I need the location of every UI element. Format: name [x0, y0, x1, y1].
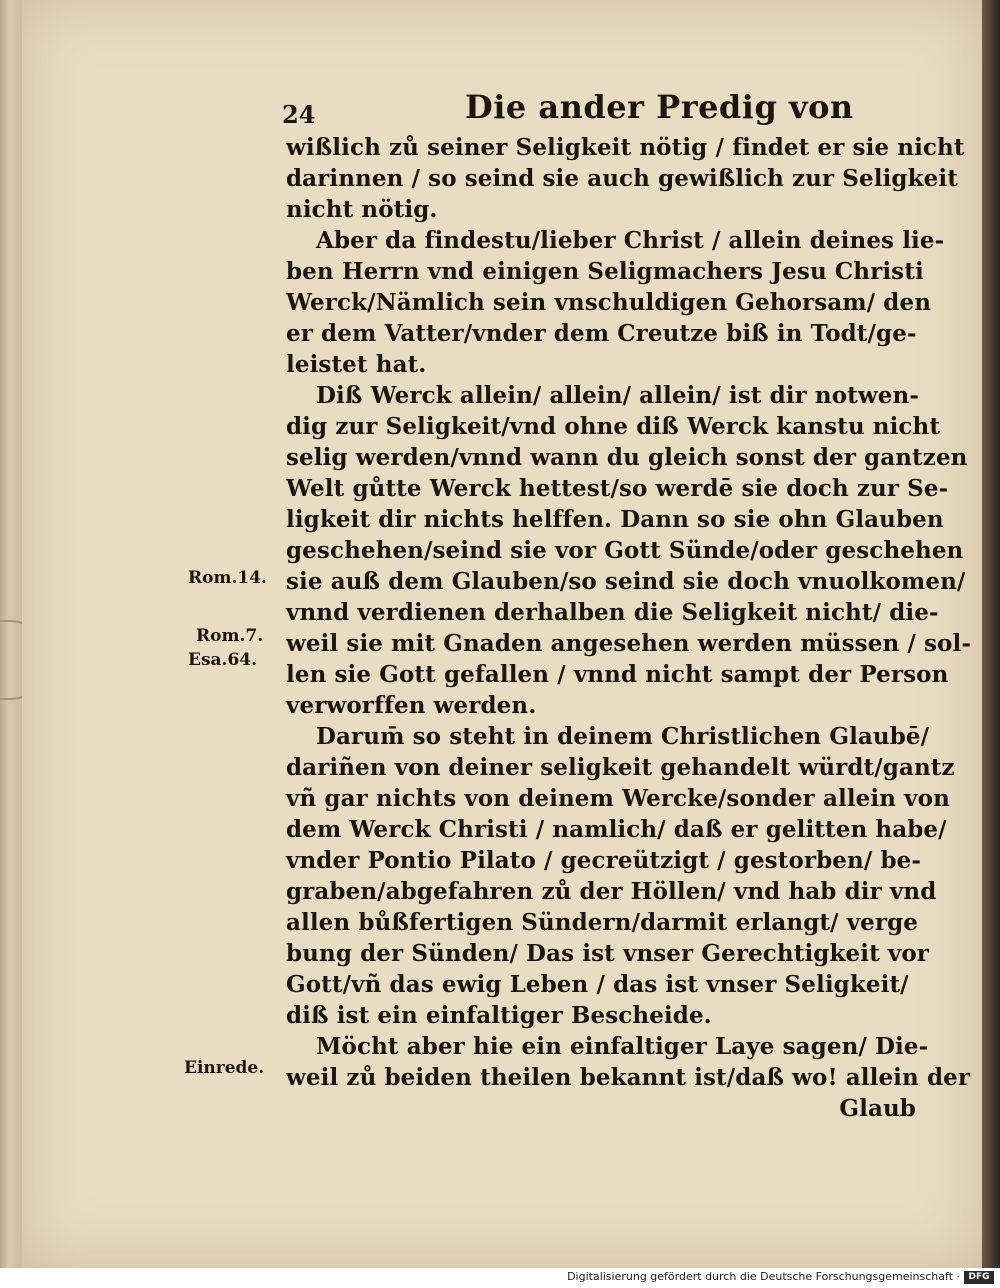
margin-note-esa64: Esa.64. — [188, 650, 258, 670]
text-line: diß ist ein einfaltiger Bescheide. — [286, 1002, 712, 1029]
footer-bar — [0, 1268, 1000, 1288]
catchword: Glaub — [839, 1095, 916, 1122]
page-header — [260, 88, 920, 128]
text-line: dig zur Seligkeit/vnd ohne diß Werck kanstu nicht — [286, 413, 941, 440]
margin-note-einrede: Einrede. — [184, 1058, 265, 1078]
text-line: dariñen von deiner seligkeit gehandelt würdt/gantz — [286, 754, 955, 781]
text-line: weil zů beiden theilen bekannt ist/daß wo! allein der — [286, 1064, 971, 1091]
text-line: selig werden/vnnd wann du gleich sonst der gantzen — [286, 444, 968, 471]
text-line: dem Werck Christi / namlich/ daß er gelitten habe/ — [286, 816, 947, 843]
running-title: Die ander Predig von — [465, 88, 854, 126]
text-line: ben Herrn vnd einigen Seligmachers Jesu Christi — [286, 258, 924, 285]
text-line: Möcht aber hie ein einfaltiger Laye sagen/ Die- — [316, 1033, 929, 1060]
text-line: allen bůßfertigen Sündern/darmit erlangt/ verge — [286, 909, 919, 936]
text-line: geschehen/seind sie vor Gott Sünde/oder geschehen — [286, 537, 964, 564]
text-line: len sie Gott gefallen / vnnd nicht sampt der Person — [286, 661, 949, 688]
dfg-logo: DFG — [964, 1271, 994, 1284]
text-line: Diß Werck allein/ allein/ allein/ ist dir notwen- — [316, 382, 920, 409]
binding-shadow — [982, 0, 1000, 1268]
text-line: Welt gůtte Werck hettest/so werdē sie doch zur Se- — [286, 475, 949, 502]
text-line: vnnd verdienen derhalben die Seligkeit nicht/ die- — [286, 599, 939, 626]
text-line: wißlich zů seiner Seligkeit nötig / findet er sie nicht — [286, 134, 965, 161]
text-line: Darum̄ so steht in deinem Christlichen Glaubē/ — [316, 723, 930, 750]
margin-note-rom7: Rom.7. — [196, 626, 264, 646]
text-line: graben/abgefahren zů der Höllen/ vnd hab dir vnd — [286, 878, 937, 905]
text-line: ligkeit dir nichts helffen. Dann so sie ohn Glauben — [286, 506, 944, 533]
funding-credit: Digitalisierung gefördert durch die Deutsche Forschungsgemeinschaft · — [567, 1270, 960, 1283]
text-line: darinnen / so seind sie auch gewißlich zur Seligkeit — [286, 165, 958, 192]
text-line: vnder Pontio Pilato / gecreützigt / gestorben/ be- — [286, 847, 922, 874]
text-line: Aber da findestu/lieber Christ / allein deines lie- — [316, 227, 945, 254]
text-line: Gott/vñ das ewig Leben / das ist vnser Seligkeit/ — [286, 971, 909, 998]
text-line: nicht nötig. — [286, 196, 438, 223]
text-line: vñ gar nichts von deinem Wercke/sonder allein von — [286, 785, 950, 812]
text-line: weil sie mit Gnaden angesehen werden müssen / sol- — [286, 630, 971, 657]
body-text — [286, 132, 971, 1124]
text-line: leistet hat. — [286, 351, 427, 378]
text-line: er dem Vatter/vnder dem Creutze biß in Todt/ge- — [286, 320, 917, 347]
text-line: Werck/Nämlich sein vnschuldigen Gehorsam/ den — [286, 289, 932, 316]
text-line: sie auß dem Glauben/so seind sie doch vnuolkomen/ — [286, 568, 966, 595]
text-line: bung der Sünden/ Das ist vnser Gerechtigkeit vor — [286, 940, 930, 967]
margin-note-rom14: Rom.14. — [188, 568, 267, 588]
page-number: 24 — [282, 100, 316, 129]
text-line: verworffen werden. — [286, 692, 537, 719]
